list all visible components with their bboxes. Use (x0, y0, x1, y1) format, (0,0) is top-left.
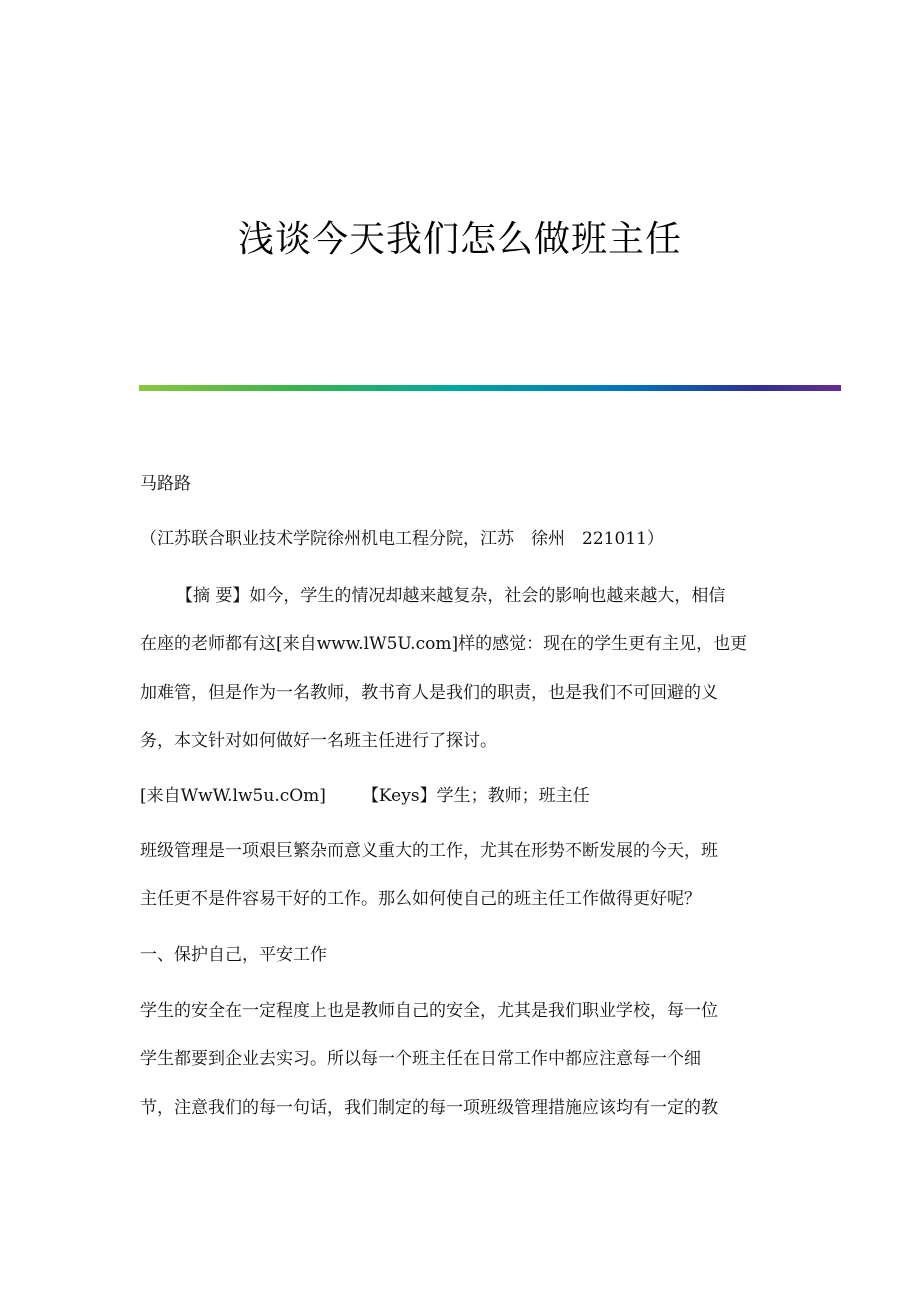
abstract-line: 务，本文针对如何做好一名班主任进行了探讨。 (140, 731, 497, 751)
section-heading: 一、保护自己，平安工作 (140, 945, 327, 965)
document-title: 浅谈今天我们怎么做班主任 (237, 219, 682, 260)
abstract-line: 【摘 要】如今，学生的情况却越来越复杂，社会的影响也越来越大，相信 (176, 586, 726, 606)
intro-line: 主任更不是件容易干好的工作。那么如何使自己的班主任工作做得更好呢？ (140, 889, 701, 909)
section-line: 学生的安全在一定程度上也是教师自己的安全，尤其是我们职业学校，每一位 (140, 1001, 718, 1021)
abstract-line: 在座的老师都有这[来自www.lW5U.com]样的感觉：现在的学生更有主见，也更 (140, 634, 748, 654)
author-name: 马路路 (140, 474, 191, 494)
keywords: 【Keys】学生；教师；班主任 (361, 786, 590, 806)
abstract-line: 加难管，但是作为一名教师，教书育人是我们的职责，也是我们不可回避的义 (140, 683, 718, 703)
title-divider (139, 385, 841, 391)
author-affiliation: （江苏联合职业技术学院徐州机电工程分院，江苏 徐州 221011） (140, 529, 664, 549)
intro-line: 班级管理是一项艰巨繁杂而意义重大的工作，尤其在形势不断发展的今天，班 (140, 841, 718, 861)
section-line: 节，注意我们的每一句话，我们制定的每一项班级管理措施应该均有一定的教 (140, 1098, 718, 1118)
keywords-row (140, 782, 590, 810)
source-tag: [来自WwW.lw5u.cOm] (140, 786, 326, 806)
section-line: 学生都要到企业去实习。所以每一个班主任在日常工作中都应注意每一个细 (140, 1049, 701, 1069)
